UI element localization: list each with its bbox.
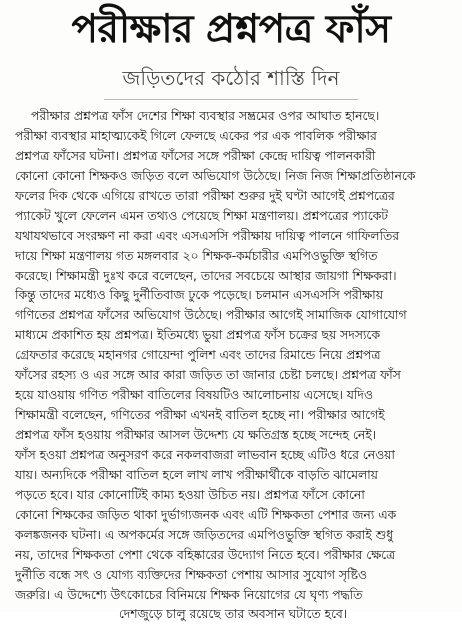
article-line: প্রশ্নপত্র ফাঁসের ঘটনা। প্রশ্নপত্র ফাঁসের সঙ্গে পরীক্ষা কেন্দ্রে দায়িত্ব পালনকারী	[15, 148, 376, 163]
article-body	[15, 107, 451, 625]
article-line: ফাঁসের রহস্য ও এর সঙ্গে আর কারা জড়িত তা জানার চেষ্টা চলছে। প্রশ্নপত্র ফাঁস	[15, 368, 401, 383]
article-line: পড়তে হবে। যার কোনোটিই কাম্য হওয়া উচিত নয়। প্রশ্নপত্র ফাঁসে কোনো	[15, 487, 365, 502]
subheadline: জড়িতদের কঠোর শাস্তি দিন	[122, 66, 340, 90]
article-line: কোনো শিক্ষকের জড়িত থাকা দুর্ভাগ্যজনক এবং এটি শিক্ষকতা পেশার জন্য এক	[15, 507, 397, 522]
headline: পরীক্ষার প্রশ্নপত্র ফাঁস	[71, 7, 391, 52]
article-line: ফলের দিক থেকে এগিয়ে রাখতে তারা পরীক্ষা শুরুর দুই ঘণ্টা আগেই প্রশ্নপত্রের	[15, 188, 395, 203]
article-line: যথাযথভাবে সংরক্ষণ না করা এবং এসএসসি পরীক্ষায় দায়িত্ব পালনে গাফিলতির	[15, 228, 399, 243]
article-line: গ্রেফতার করেছে মহানগর গোয়েন্দা পুলিশ এবং তাদের রিমান্ডে নিয়ে প্রশ্নপত্র	[15, 348, 381, 363]
article-line: কলঙ্কজনক ঘটনা। এ অপকর্মের সঙ্গে জড়িতদের এমপিওভুক্তি স্থগিত করাই শুধু	[15, 527, 394, 542]
article-line: যায়। অন্যদিকে পরীক্ষা বাতিল হলে লাখ লাখ পরীক্ষার্থীকে বাড়তি ঝামেলায়	[15, 467, 378, 482]
article-line: মাধ্যমে প্রকাশিত হয় প্রশ্নপত্র। ইতিমধ্যে ভুয়া প্রশ্নপত্র ফাঁস চক্রের ছয় সদস্যকে	[15, 328, 380, 343]
article-line: পরীক্ষা ব্যবস্থার মাহাত্ম্যকেই গিলে ফেলছে একের পর এক পাবলিক পরীক্ষার	[15, 128, 377, 143]
article-line: করেছে। শিক্ষামন্ত্রী দুঃখ করে বলেছেন, তাদের সবচেয়ে আস্থার জায়গা শিক্ষকরা।	[15, 268, 397, 283]
article-line: জরুরি। এ উদ্দেশ্যে উৎকোচের বিনিময়ে শিক্ষক নিয়োগের যে ঘৃণ্য পদ্ধতি	[15, 587, 363, 602]
article-line: পরীক্ষার প্রশ্নপত্র ফাঁস দেশের শিক্ষা ব্যবস্থার সম্ভ্রমের ওপর আঘাত হানছে।	[31, 109, 380, 123]
article-line: প্রশ্নপত্র ফাঁস হওয়ায় পরীক্ষার আসল উদ্দেশ্য যে ক্ষতিগ্রস্ত হচ্ছে সন্দেহ নেই।	[15, 428, 377, 442]
article-line: হয়ে যাওয়ায় গণিত পরীক্ষা বাতিলের বিষয়টিও আলোচনায় এসেছে। যদিও	[15, 388, 373, 403]
article-line: শিক্ষামন্ত্রী বলেছেন, গণিতের পরীক্ষা এখনই বাতিল হচ্ছে না। পরীক্ষার আগেই	[15, 408, 385, 423]
article-line: দুর্নীতি বন্ধে সৎ ও যোগ্য ব্যক্তিদের শিক্ষকতা পেশায় আসার সুযোগ সৃষ্টিও	[15, 567, 367, 582]
article-line: কিন্তু তাদের মধ্যেও কিছু দুর্নীতিবাজ ঢুকে পড়েছে। চলমান এসএসসি পরীক্ষায়	[15, 288, 383, 303]
article-line: দায়ে শিক্ষা মন্ত্রণালয় গত মঙ্গলবার ২০ শিক্ষক-কর্মচারীর এমপিওভুক্তি স্থগিত	[15, 248, 378, 263]
article-line: ফাঁস হওয়া প্রশ্নপত্র অনুসরণ করে নকলবাজরা লাভবান হচ্ছে এটিও ধরে নেওয়া	[15, 447, 395, 462]
subheadline-divider	[104, 99, 358, 100]
article-line: কোনো কোনো শিক্ষকও জড়িত বলে অভিযোগ উঠেছে। নিজ নিজ শিক্ষাপ্রতিষ্ঠানকে	[15, 168, 416, 183]
article-line: দেশজুড়ে চালু রয়েছে তার অবসান ঘটাতে হবে।	[118, 607, 348, 622]
article-line: প্যাকেট খুলে ফেলেন এমন তথ্যও পেয়েছে শিক্ষা মন্ত্রণালয়। প্রশ্নপত্রের প্যাকেট	[15, 208, 388, 223]
article-line: গণিতের প্রশ্নপত্র ফাঁসের অভিযোগ উঠেছে। পরীক্ষার আগেই সামাজিক যোগাযোগ	[15, 308, 407, 323]
article-line: নয়, তাদের শিক্ষকতা পেশা থেকে বহিষ্কারের উদ্যোগ নিতে হবে। পরীক্ষার ক্ষেত্রে	[15, 547, 396, 562]
